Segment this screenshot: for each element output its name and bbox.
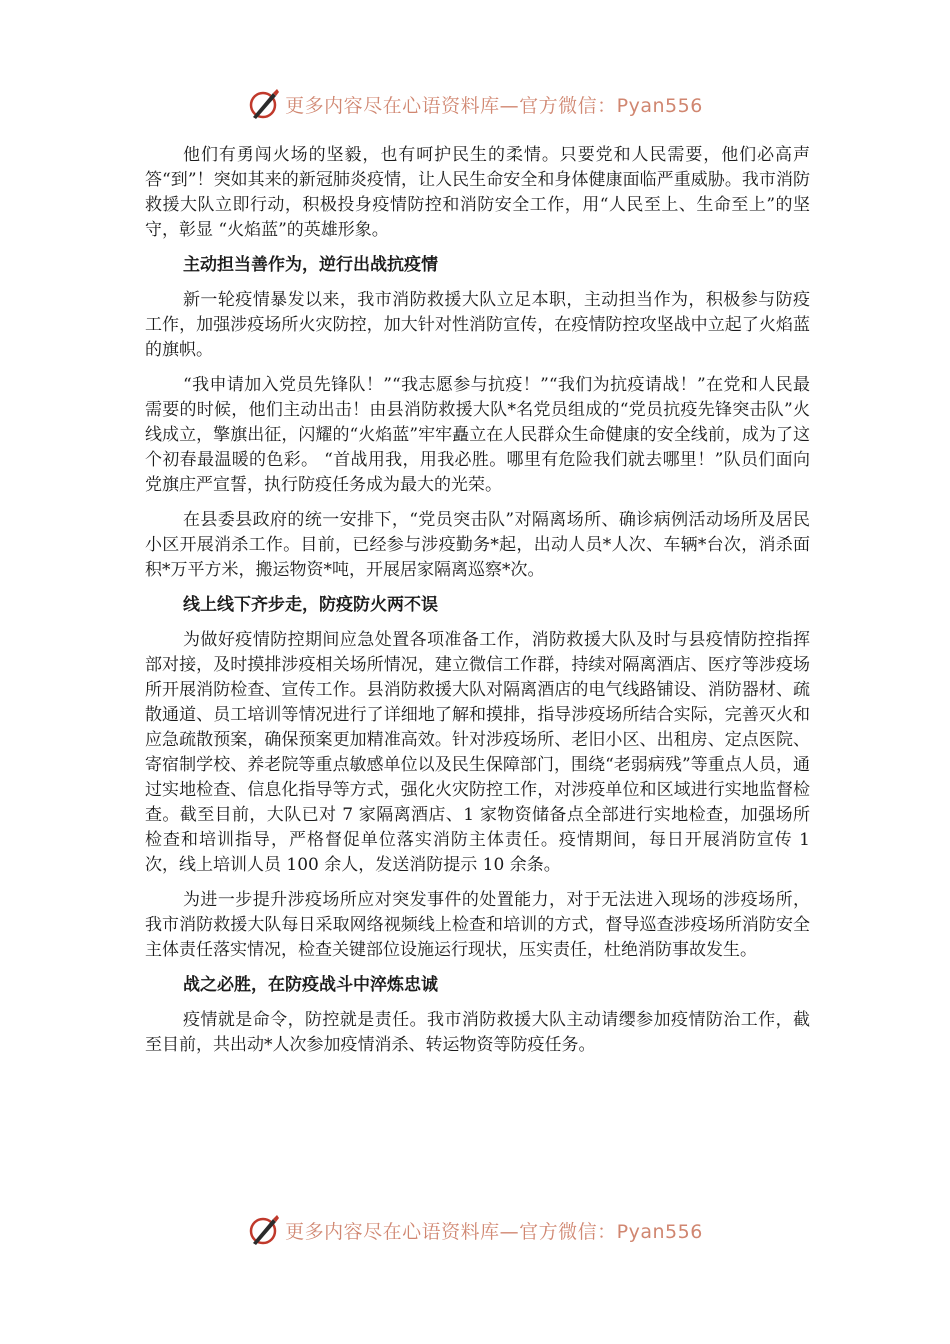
footer-watermark-banner xyxy=(0,1210,950,1250)
section-heading-3: 战之必胜，在防疫战斗中淬炼忠诚 xyxy=(183,975,438,995)
watermark-text: 更多内容尽在心语资料库—官方微信：Pyan556 xyxy=(285,94,703,117)
paragraph: 疫情就是命令，防控就是责任。我市消防救援大队主动请缨参加疫情防治工作，截至目前，共出动*人次参加疫情消杀、转运物资等防疫任务。 xyxy=(145,1010,810,1055)
document-body xyxy=(145,143,810,1068)
section-heading-1: 主动担当善作为，逆行出战抗疫情 xyxy=(183,255,438,275)
paragraph: “我申请加入党员先锋队！”“我志愿参与抗疫！”“我们为抗疫请战！”在党和人民最需要的时候，他们主动出击！由县消防救援大队*名党员组成的“党员抗疫先锋突击队”火线成立，擎旗出征，闪耀的“火焰蓝”牢牢矗立在人民群众生命健康的安全线前，成为了这个初春最温暖的色彩。 “首战用我，用我必胜。哪里有危险我们就去哪里！”队员们面向党旗庄严宣誓，执行防疫任务成为最大的光荣。 xyxy=(145,375,810,495)
paragraph: 为做好疫情防控期间应急处置各项准备工作，消防救援大队及时与县疫情防控指挥部对接，及时摸排涉疫相关场所情况，建立微信工作群，持续对隔离酒店、医疗等涉疫场所开展消防检查、宣传工作。县消防救援大队对隔离酒店的电气线路铺设、消防器材、疏散通道、员工培训等情况进行了详细地了解和摸排，指导涉疫场所结合实际，完善灭火和应急疏散预案，确保预案更加精准高效。针对涉疫场所、老旧小区、出租房、定点医院、寄宿制学校、养老院等重点敏感单位以及民生保障部门，围绕“老弱病残”等重点人员，通过实地检查、信息化指导等方式，强化火灾防控工作，对涉疫单位和区域进行实地监督检查。截至目前，大队已对 7 家隔离酒店、1 家物资储备点全部进行实地检查，加强场所检查和培训指导，严格督促单位落实消防主体责任。疫情期间，每日开展消防宣传 1 次，线上培训人员 100 余人，发送消防提示 10 余条。 xyxy=(145,630,810,875)
header-watermark-banner xyxy=(0,84,950,124)
pen-logo-icon xyxy=(247,87,281,121)
paragraph: 在县委县政府的统一安排下，“党员突击队”对隔离场所、确诊病例活动场所及居民小区开展消杀工作。目前，已经参与涉疫勤务*起，出动人员*人次、车辆*台次，消杀面积*万平方米，搬运物资*吨，开展居家隔离巡察*次。 xyxy=(145,510,810,580)
paragraph: 新一轮疫情暴发以来，我市消防救援大队立足本职，主动担当作为，积极参与防疫工作，加强涉疫场所火灾防控，加大针对性消防宣传，在疫情防控攻坚战中立起了火焰蓝的旗帜。 xyxy=(145,290,810,360)
section-heading-2: 线上线下齐步走，防疫防火两不误 xyxy=(183,595,438,615)
paragraph-intro: 他们有勇闯火场的坚毅，也有呵护民生的柔情。只要党和人民需要，他们必高声答“到”！突如其来的新冠肺炎疫情，让人民生命安全和身体健康面临严重威胁。我市消防救援大队立即行动，积极投身疫情防控和消防安全工作，用“人民至上、生命至上”的坚守，彰显 “火焰蓝”的英雄形象。 xyxy=(145,145,810,240)
pen-logo-icon xyxy=(247,1213,281,1247)
paragraph: 为进一步提升涉疫场所应对突发事件的处置能力，对于无法进入现场的涉疫场所，我市消防救援大队每日采取网络视频线上检查和培训的方式，督导巡查涉疫场所消防安全主体责任落实情况，检查关键部位设施运行现状，压实责任，杜绝消防事故发生。 xyxy=(145,890,810,960)
watermark-text: 更多内容尽在心语资料库—官方微信：Pyan556 xyxy=(285,1220,703,1243)
